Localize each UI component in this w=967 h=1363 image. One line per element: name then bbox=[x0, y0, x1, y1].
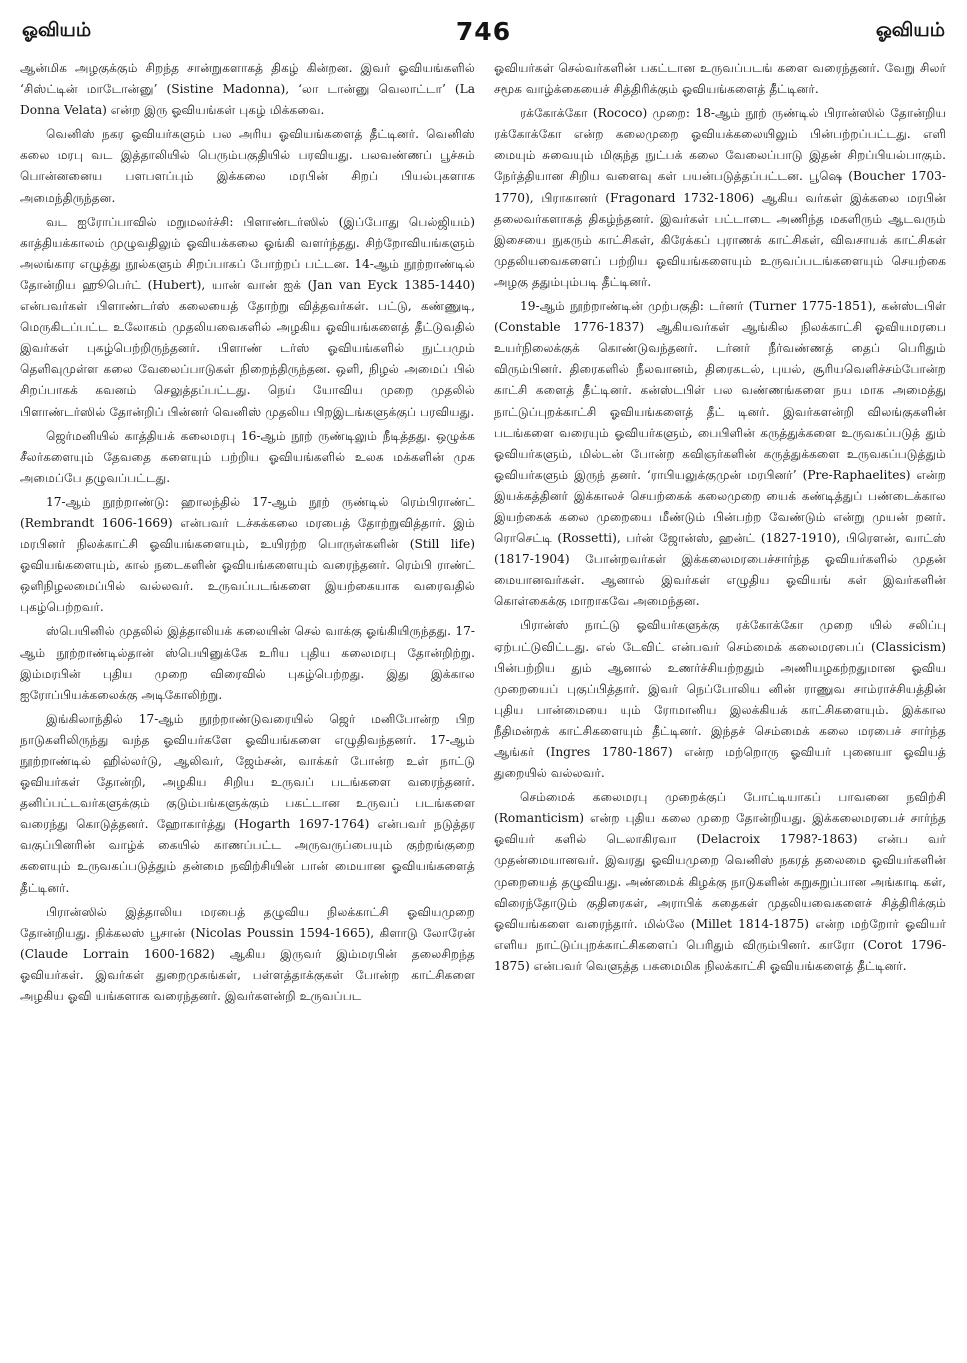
header-right-word: ஓவியம் bbox=[875, 18, 945, 41]
paragraph: 17-ஆம் நூற்றாண்டு: ஹாலந்தில் 17-ஆம் நூற் ருண்டில் ரெம்பிராண்ட் (Rembrandt 1606-1669) என்பவர் டச்சுக்கலை மரபைத் தோற்றுவித்தார். இம் மரபினர் நிலக்காட்சி ஓவியங்களையும், உயிரற்ற பொருள்களின் (Still life) ஓவியங்களையும், கால் நடைகளின் ஓவியங்களையும் வரைந்தனர். ரெம்பி ராண்ட் ஒளிநிழலமைப்பில் வல்லவர். உருவப்படங்களை இயற்கையாக வரைவதில் புகழ்பெற்றவர். bbox=[20, 494, 475, 615]
paragraph: செம்மைக் கலைமரபு முறைக்குப் போட்டியாகப் பாவனை நவிற்சி (Romanticism) என்ற புதிய கலை முறை தோன்றியது. இக்கலைமரபைச் சார்ந்த ஓவியர் களில் டெலாகிரவா (Delacroix 1798?-1863) என்ப வர் முதன்மையானவர். இவரது ஓவியமுறை வெனிஸ் நகரத் தலைமை ஓவியர்களின் முறையைத் தழுவியது. அண்மைக் கிழக்கு நாடுகளின் சுறுசுறுப்பான அங்காடி கள், விரைந்தோடும் குதிரைகள், அராபிக் கதைகள் முதலியவைகளைச் சித்திரிக்கும் ஓவியங்களை வரைந்தார். மில்லே (Millet 1814-1875) என்ற மற்றோர் ஓவியர் எளிய நாட்டுப்புறக்காட்சிகளைப் பெரிதும் விரும்பினர். காரோ (Corot 1796-1875) என்பவர் வெளுத்த பசுமைமிக நிலக்காட்சி ஓவியங்களைத் தீட்டினர். bbox=[494, 790, 946, 973]
running-header bbox=[22, 14, 945, 48]
paragraph: ஆன்மிக அழகுக்கும் சிறந்த சான்றுகளாகத் திகழ் கின்றன. இவர் ஓவியங்களில் ‘சிஸ்ட்டின் மாடோன்னு’ (Sistine Madonna), ‘லா டான்னு வெலாட்டா’ (La Donna Velata) என்ற இரு ஓவியங்கள் புகழ் மிக்கவை. bbox=[20, 61, 475, 118]
paragraph: ஜெர்மனியில் காத்தியக் கலைமரபு 16-ஆம் நூற் ருண்டிலும் நீடித்தது. ஒழுக்க சீலர்களையும் தேவதை களையும் பற்றிய ஓவியங்களில் உலக மக்களின் முக அமைப்பே தழுவப்பட்டது. bbox=[20, 428, 475, 485]
header-left-word: ஓவியம் bbox=[22, 18, 92, 41]
paragraph: ரக்கோக்கோ (Rococo) முறை: 18-ஆம் நூற் ருண்டில் பிரான்ஸில் தோன்றிய ரக்கோக்கோ என்ற கலைமுறை ஓவியக்கலையிலும் பின்பற்றப்பட்டது. எளி மையும் சுவையும் மிகுந்த நுட்பக் கலை வேலைப்பாடு இதன் சிறப்பியல்பாகும். நேர்த்தியான சிறிய வளைவு கள் பயன்படுத்தப்பட்டன. பூஷெ (Boucher 1703-1770), பிராகானர் (Fragonard 1732-1806) ஆகிய வர்கள் இக்கலை மரபின் தலைவர்களாகத் திகழ்ந்தனர். இவர்கள் பட்டாடை அணிந்த மகளிரும் ஆடவரும் இசையை நுகரும் காட்சிகள், கிரேக்கப் புராணக் காட்சிகள், விவசாயக் காட்சிகள் முதலியவைகளைப் பற்றிய ஓவியங்களையும் உருவப்படங்களையும் செயற்கை அழகு ததும்பும்படி தீட்டினர். bbox=[494, 106, 946, 289]
paragraph: பிரான்ஸ் நாட்டு ஓவியர்களுக்கு ரக்கோக்கோ முறை யில் சலிப்பு ஏற்பட்டுவிட்டது. எல் டேவிட் என்பவர் செம்மைக் கலைமரபைப் (Classicism) பின்பற்றிய தும் ஆனால் உணர்ச்சியற்றதும் அணியழகற்றதுமான ஓவிய முறையைப் புகுப்பித்தார். இவர் நெப்போலிய னின் ராணுவ சாம்ராச்சியத்தின் புதிய பான்மையை யும் ரோமானிய இலக்கியக் காட்சிகளையும். இக்கால நீதிமன்றக் காட்சிகளையும் தீட்டினர். இந்தச் செம்மைக் கலை மரபைச் சார்ந்த ஆங்கர் (Ingres 1780-1867) என்ற மற்றொரு ஓவியர் புனையா ஓவியத் துறையில் வல்லவர். bbox=[494, 618, 946, 781]
paragraph: ஸ்பெயினில் முதலில் இத்தாலியக் கலையின் செல் வாக்கு ஓங்கியிருந்தது. 17-ஆம் நூற்றாண்டில்தான் ஸ்பெயினுக்கே உரிய புதிய கலைமரபு தோன்றிற்று. இம்மரபின் புதிய முறை விரைவில் புகழ்பெற்றது. இது இக்கால ஐரோப்பியக்கலைக்கு அடிகோலிற்று. bbox=[20, 624, 475, 702]
paragraph: 19-ஆம் நூற்றாண்டின் முற்பகுதி: டர்னர் (Turner 1775-1851), கன்ஸ்டபிள் (Constable 1776-1837) ஆகியவர்கள் ஆங்கில நிலக்காட்சி ஓவியமரபை உயர்நிலைக்குக் கொண்டுவந்தனர். டர்னர் நீர்வண்ணத் தைப் பெரிதும் விரும்பினர். திரைகளில் நீலவானம், திரைகடல், புயல், சூரியவெளிச்சம்போன்ற காட்சி களைத் தீட்டினர். கன்ஸ்டபிள் பல வண்ணங்களை நய மாக அமைத்து நாட்டுப்புறக்காட்சி ஓவியங்களைத் தீட் டினர். இவர்களன்றி விலங்குகளின் படங்களை வரையும் ஓவியர்களும், பைபிளின் கருத்துக்களை உருவகப்படுத் தும் ஓவியர்களும், மில்டன் போன்ற கவிஞர்களின் கருத்துக்களை உருவகப்படுத்தும் ஓவியர்களும் இருந் தனர். ‘ராபியலுக்குமுன் மரபினர்’ (Pre-Raphaelites) என்ற இயக்கத்தினர் இக்காலச் செயற்கைக் கலைமுறை யைக் கண்டித்துப் பண்டைக்கால இயற்கைக் கலை முறையை மீண்டும் பின்பற்ற வேண்டும் என்று முயன் றனர். ரொசெட்டி (Rossetti), பர்ன் ஜோன்ஸ், ஹன்ட் (1827-1910), பிரௌன், வாட்ஸ் (1817-1904) போன்றவர்கள் இக்கலைமரபைச்சார்ந்த ஓவியர்களில் முதன் மையானவர்கள். ஆனால் இவர்கள் எழுதிய ஓவியங் கள் இவர்களின் கொள்கைக்கு மாறாகவே அமைந்தன. bbox=[494, 299, 946, 609]
paragraph: இங்கிலாந்தில் 17-ஆம் நூற்றாண்டுவரையில் ஜெர் மனிபோன்ற பிற நாடுகளிலிருந்து வந்த ஓவியர்களே ஓவியங்களை எழுதிவந்தனர். 17-ஆம் நூற்றாண்டில் ஹில்லர்டு, ஆலிவர், ஜேம்சன், வாக்கர் போன்ற உள் நாட்டு ஓவியர்கள் தோன்றி, அழகிய சிறிய உருவப் படங்களை வரைந்தனர். தனிப்பட்டவர்களுக்கும் குடும்பங்களுக்கும் பகட்டான உருவப் படங்களை வரைந்து கொடுத்தனர். ஹோகார்த்து (Hogarth 1697-1764) என்பவர் நடுத்தர வகுப்பினரின் வாழ்க் கையில் காணப்பட்ட அருவருப்பையும் குற்றங்குறை களையும் உருவகப்படுத்தும் தன்மை நவிற்சியின் பான் மையான ஓவியங்களைத் தீட்டினர். bbox=[20, 711, 475, 895]
right-column bbox=[494, 58, 946, 1349]
left-column bbox=[20, 58, 475, 1349]
paragraph: வட ஐரோப்பாவில் மறுமலர்ச்சி: பிளாண்டர்ஸில் (இப்போது பெல்ஜியம்) காத்தியக்காலம் முழுவதிலும் ஓவியக்கலை ஓங்கி வளர்ந்தது. சிற்றோவியங்களும் அலங்கார எழுத்து நூல்களும் சிறப்பாகப் போற்றப் பட்டன. 14-ஆம் நூற்றாண்டில் தோன்றிய ஹூபெர்ட் (Hubert), யான் வான் ஐக் (Jan van Eyck 1385-1440) என்பவர்கள் பிளாண்டர்ஸ் கலையைத் தோற்று வித்தவர்கள். பட்டு, கண்ணுடி, மெருகிடப்பட்ட உலோகம் முதலியவைகளில் அழகிய ஓவியங்களைத் தீட்டுவதில் இவர்கள் புகழ்பெற்றிருந்தனர். பிளாண் டர்ஸ் ஓவியங்களில் நுட்பமும் தெளிவுமுள்ள கலை வேலைப்பாடுகள் நிறைந்திருந்தன. ஒளி, நிழல் அமைப் பில் சிறப்பாகக் கவனம் செலுத்தப்பட்டது. நெய் யோவிய முறை முதலில் பிளாண்டர்ஸில் தோன்றிப் பின்னர் வெனிஸ் முதலிய பிறஇடங்களுக்குப் பரவியது. bbox=[20, 214, 475, 419]
page-number: 746 bbox=[455, 16, 512, 46]
paragraph: ஓவியர்கள் செல்வர்களின் பகட்டான உருவப்படங் களை வரைந்தனர். வேறு சிலர் சமூக வாழ்க்கையைச் சித்திரிக்கும் ஓவியங்களைத் தீட்டினர். bbox=[494, 61, 946, 97]
paragraph: வெனிஸ் நகர ஓவியர்களும் பல அரிய ஓவியங்களைத் தீட்டினர். வெனிஸ் கலை மரபு வட இத்தாலியில் பெரும்பகுதியில் பரவியது. பலவண்ணப் பூச்சும் பொன்னனைய பளபளப்பும் இக்கலை மரபின் சிறப் பியல்புகளாக அமைந்திருந்தன. bbox=[20, 127, 475, 205]
paragraph: பிரான்ஸில் இத்தாலிய மரபைத் தழுவிய நிலக்காட்சி ஓவியமுறை தோன்றியது. நிக்கலஸ் பூசான் (Nicolas Poussin 1594-1665), கிளாடு லோரேன் (Claude Lorrain 1600-1682) ஆகிய இருவர் இம்மரபின் தலைசிறந்த ஓவியர்கள். இவர்கள் துறைமுகங்கள், பள்ளத்தாக்குகள் போன்ற காட்சிகளை அழகிய ஓவி யங்களாக வரைந்தனர். இவர்களன்றி உருவப்பட bbox=[20, 904, 475, 1004]
